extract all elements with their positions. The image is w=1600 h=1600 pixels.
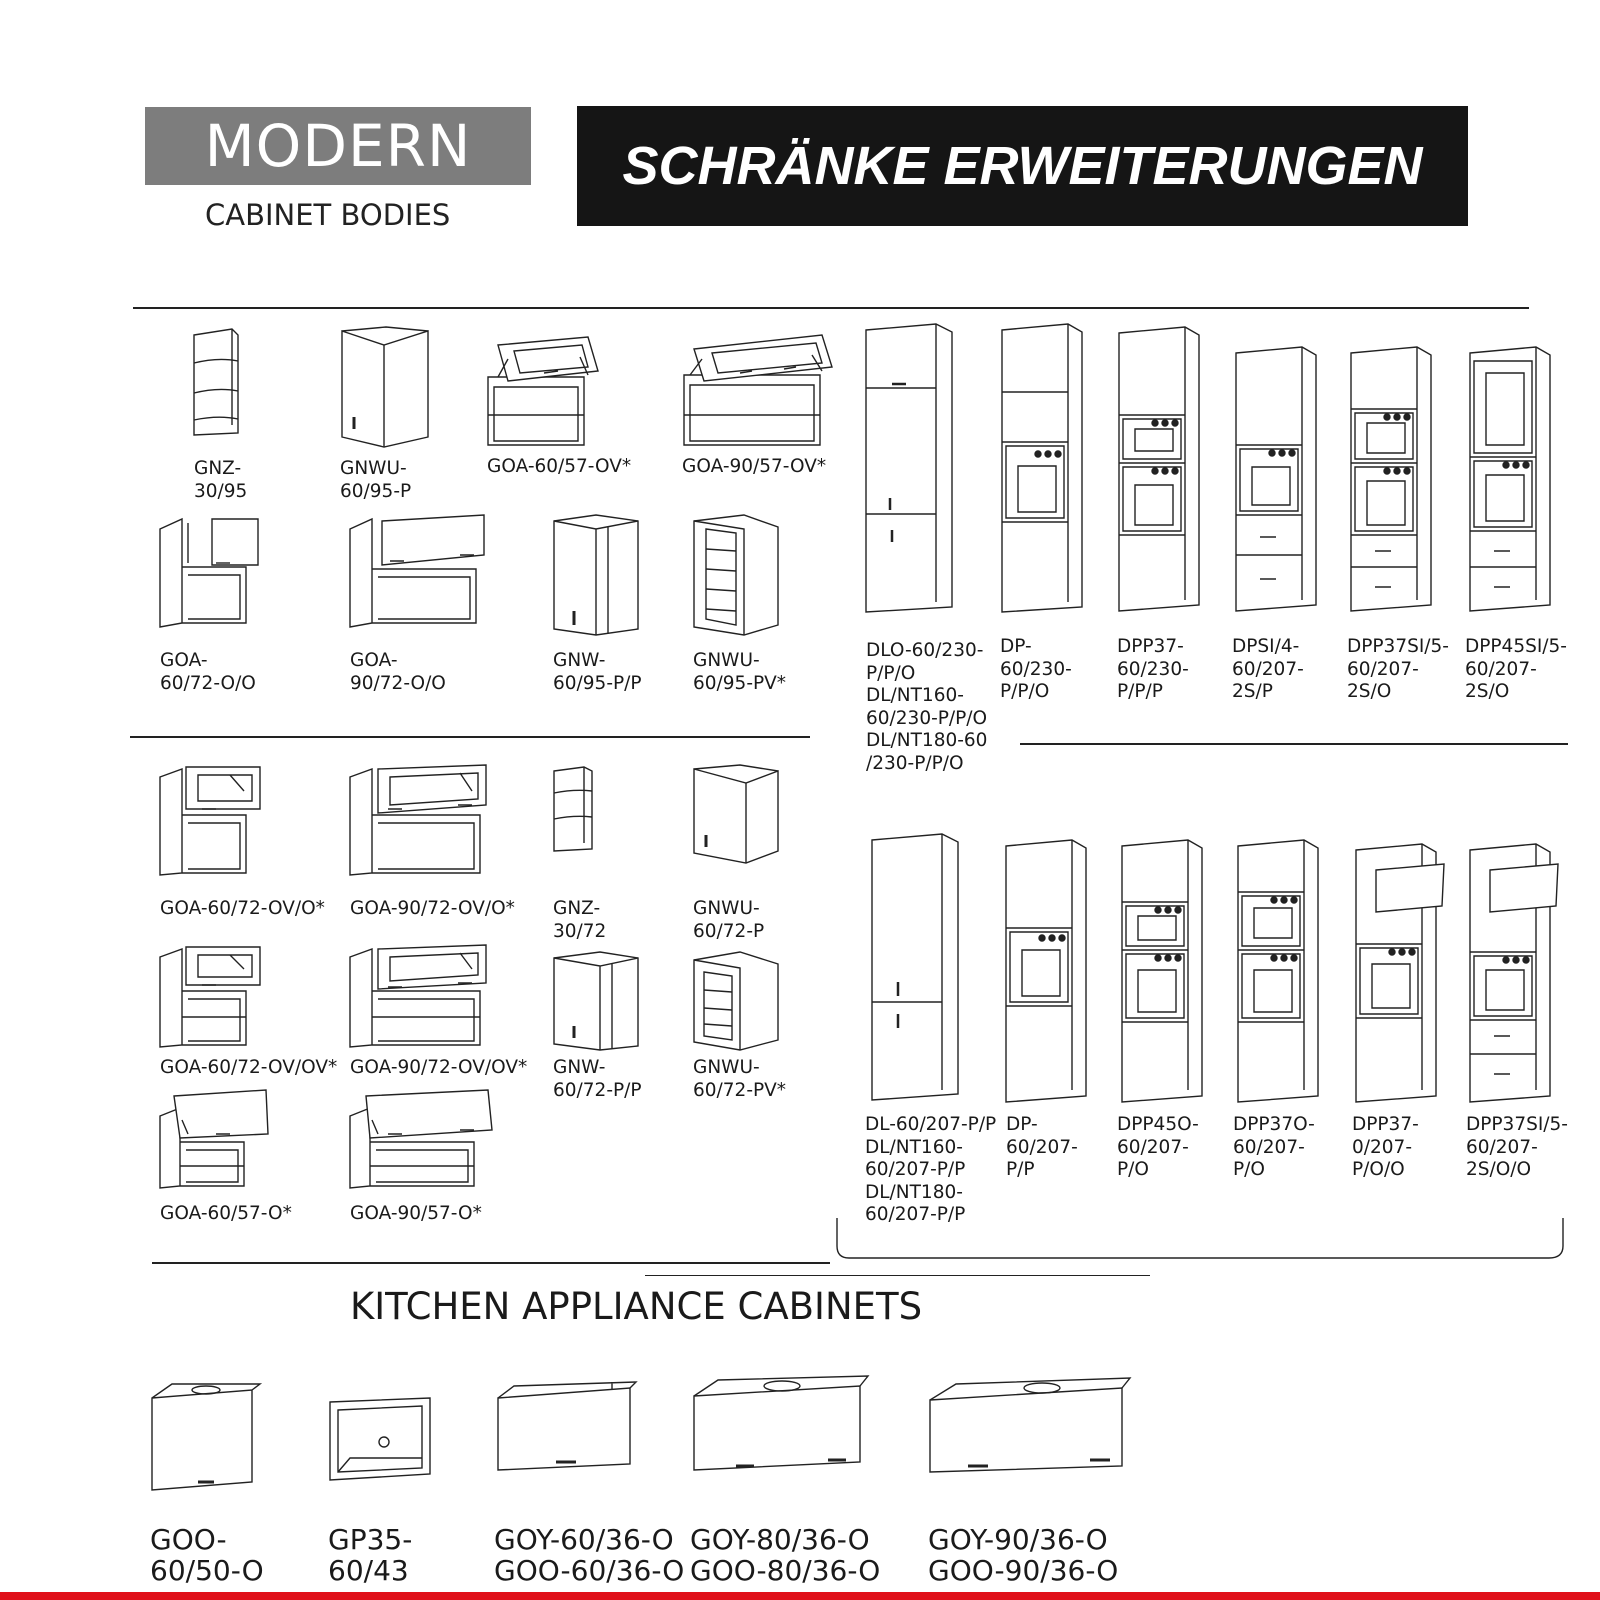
label-goa-90-72-ov-ov: GOA-90/72-OV/OV* — [350, 1057, 528, 1078]
wall-cabinet-glass-flap-open-wide-icon — [348, 765, 493, 877]
open-corner-shelf-small-icon — [550, 765, 600, 855]
label-goa-60-57-o: GOA-60/57-O* — [160, 1203, 292, 1224]
wall-cabinet-flap-glass-wide-icon — [680, 335, 840, 450]
open-corner-shelf-icon — [188, 325, 248, 440]
label-gnwu-60-72-pv: GNWU- 60/72-PV* — [693, 1057, 787, 1101]
label-gp35-60-43: GP35- 60/43 — [328, 1523, 413, 1587]
label-goy-goo-90-36: GOY-90/36-O GOO-90/36-O — [928, 1523, 1119, 1587]
label-gnw-60-95-p-p: GNW- 60/95-P/P — [553, 650, 642, 694]
label-goy-goo-80-36: GOY-80/36-O GOO-80/36-O — [690, 1523, 881, 1587]
tall-oven-drawer-cabinet-icon — [1232, 345, 1322, 615]
label-dlo-60-230: DLO-60/230- P/P/O DL/NT160- 60/230-P/P/O DL/NT180-60 /230-P/P/O — [866, 640, 988, 774]
wall-cabinet-flap-glass-icon — [484, 337, 604, 447]
label-gnz-30-95: GNZ- 30/95 — [194, 458, 248, 502]
label-dpp37o-60-207: DPP37O- 60/207- P/O — [1233, 1114, 1315, 1180]
label-dl-60-207: DL-60/207-P/P DL/NT160- 60/207-P/P DL/NT180- 60/207-P/P — [865, 1114, 997, 1225]
hood-cabinet-gp35-icon — [326, 1394, 441, 1486]
tall-fridge-cabinet-207-icon — [868, 832, 963, 1107]
divider-wall-1 — [130, 736, 810, 738]
hood-cabinet-goy-80-36-icon — [690, 1376, 875, 1476]
label-goo-60-50-o: GOO- 60/50-O — [150, 1523, 264, 1587]
wall-cabinet-lift-flap-wide-icon — [348, 1090, 498, 1190]
tall-micro37-oven-cabinet-icon — [1234, 838, 1324, 1108]
tall-oven-micro-drawer-cabinet-icon — [1347, 345, 1437, 615]
corner-cabinet-two-door-icon — [550, 515, 645, 640]
label-goa-60-57-ov: GOA-60/57-OV* — [487, 456, 632, 477]
tall-open-flap-oven-cabinet-icon — [1352, 840, 1447, 1108]
brand-logo: MODERN — [145, 107, 531, 185]
hood-cabinet-goy-60-36-icon — [494, 1382, 644, 1474]
wall-cabinet-glass-flap-open-icon — [158, 765, 263, 877]
divider-wall-2 — [152, 1262, 830, 1264]
corner-cabinet-glass-icon — [690, 515, 785, 640]
tall-oven-cabinet-icon — [998, 322, 1088, 617]
hood-cabinet-goy-90-36-icon — [926, 1374, 1136, 1478]
wall-cabinet-open-flap-icon — [158, 515, 263, 630]
bottom-red-bar — [0, 1592, 1600, 1600]
label-goa-90-72-ov-o: GOA-90/72-OV/O* — [350, 898, 515, 919]
label-goa-60-72-ov-ov: GOA-60/72-OV/OV* — [160, 1057, 338, 1078]
label-dpp37si5-60-207-2s-o-o: DPP37SI/5- 60/207- 2S/O/O — [1466, 1114, 1568, 1180]
label-goa-90-57-o: GOA-90/57-O* — [350, 1203, 482, 1224]
label-dp-60-230: DP- 60/230- P/P/O — [1000, 636, 1072, 702]
wall-cabinet-lift-flap-icon — [158, 1090, 273, 1190]
tall-oven-micro45-drawer-cabinet-icon — [1466, 345, 1556, 615]
divider-top — [133, 307, 1529, 309]
label-goa-90-57-ov: GOA-90/57-OV* — [682, 456, 827, 477]
corner-wall-cabinet-small-icon — [690, 765, 785, 865]
label-goa-60-72-o-o: GOA- 60/72-O/O — [160, 650, 256, 694]
label-gnz-30-72: GNZ- 30/72 — [553, 898, 607, 942]
label-gnwu-60-72-p: GNWU- 60/72-P — [693, 898, 765, 942]
label-gnw-60-72-p-p: GNW- 60/72-P/P — [553, 1057, 642, 1101]
tall-oven-cabinet-207-icon — [1002, 838, 1092, 1108]
tall-micro45-oven-cabinet-icon — [1118, 838, 1208, 1108]
label-goa-60-72-ov-o: GOA-60/72-OV/O* — [160, 898, 325, 919]
tall-fridge-cabinet-icon — [862, 322, 957, 617]
divider-mid-thin — [645, 1275, 1150, 1276]
tall-microwave-oven-cabinet-icon — [1115, 325, 1205, 615]
label-goy-goo-60-36: GOY-60/36-O GOO-60/36-O — [494, 1523, 685, 1587]
label-goa-90-72-o-o: GOA- 90/72-O/O — [350, 650, 446, 694]
corner-cabinet-glass-small-icon — [690, 952, 785, 1052]
label-dpp45o-60-207: DPP45O- 60/207- P/O — [1117, 1114, 1199, 1180]
label-dpp37si5-60-207: DPP37SI/5- 60/207- 2S/O — [1347, 636, 1449, 702]
wall-cabinet-open-flap-wide-icon — [348, 515, 493, 630]
tall-open-flap-oven-drawer-cabinet-icon — [1466, 840, 1561, 1108]
wall-cabinet-double-glass-wide-icon — [348, 945, 493, 1050]
divider-tall-1 — [1020, 743, 1568, 745]
label-dp-60-207: DP- 60/207- P/P — [1006, 1114, 1078, 1180]
section-title-appliance: KITCHEN APPLIANCE CABINETS — [350, 1285, 923, 1328]
label-dpp37-0-207: DPP37- 0/207- P/O/O — [1352, 1114, 1419, 1180]
label-dpsi4-60-207: DPSI/4- 60/207- 2S/P — [1232, 636, 1304, 702]
wall-cabinet-double-glass-icon — [158, 945, 263, 1050]
corner-wall-cabinet-icon — [338, 327, 433, 452]
label-dpp37-60-230: DPP37- 60/230- P/P/P — [1117, 636, 1189, 702]
label-gnwu-60-95-p: GNWU- 60/95-P — [340, 458, 412, 502]
banner-title: SCHRÄNKE ERWEITERUNGEN — [577, 106, 1468, 226]
label-dpp45si5-60-207: DPP45SI/5- 60/207- 2S/O — [1465, 636, 1567, 702]
label-gnwu-60-95-pv: GNWU- 60/95-PV* — [693, 650, 787, 694]
corner-cabinet-two-door-small-icon — [550, 952, 645, 1052]
brand-subtitle: CABINET BODIES — [205, 198, 451, 232]
hood-cabinet-goo-60-50-icon — [148, 1384, 263, 1496]
